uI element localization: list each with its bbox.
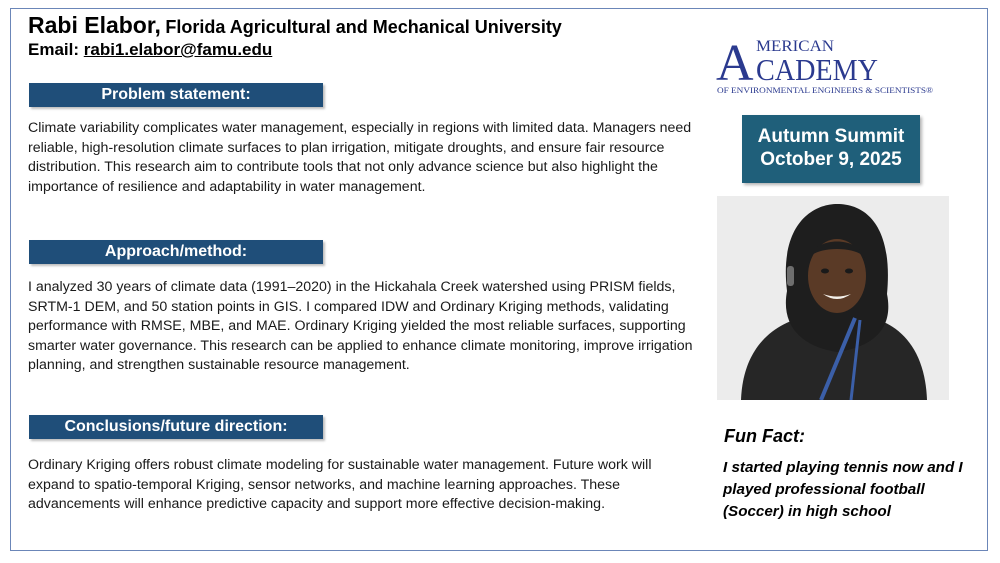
section-body-problem: Climate variability complicates water management, especially in regions with limited data. Managers need reliable, high-resolution climate surfaces to plan irrigation, mitigate droughts, and ensure fair resource distribution. This research aim to contribute tools that not only advance science but also highlight the importance of resilience and adaptability in water management.	[28, 120, 692, 195]
logo-word-american: MERICAN	[756, 38, 835, 55]
fun-fact-title: Fun Fact:	[724, 426, 805, 446]
section-body-conclusions: Ordinary Kriging offers robust climate modeling for sustainable water management. Future work will expand to spatio-temporal Kriging, sensor networks, and machine learning approaches. These advancements will enhance predictive capacity and support more effective decision-making.	[28, 457, 652, 513]
logo-tagline: OF ENVIRONMENTAL ENGINEERS & SCIENTISTS®	[717, 85, 934, 95]
summit-box	[742, 115, 920, 183]
summit-date: October 9, 2025	[760, 149, 902, 170]
presenter-affiliation: Florida Agricultural and Mechanical University	[165, 17, 562, 37]
aaees-logo	[716, 34, 956, 96]
presenter-photo	[717, 196, 949, 400]
fun-fact-text: I started playing tennis now and I played professional football (Soccer) in high school	[723, 459, 963, 520]
email-label: Email:	[28, 40, 84, 59]
email-link[interactable]: rabi1.elabor@famu.edu	[83, 40, 273, 59]
section-heading-approach: Approach/method:	[29, 240, 323, 264]
logo-word-academy: CADEMY	[756, 52, 878, 87]
portrait-illustration	[717, 196, 949, 400]
section-body-approach: I analyzed 30 years of climate data (1991–2020) in the Hickahala Creek watershed using PRISM fields, SRTM-1 DEM, and 50 station points in GIS. I compared IDW and Ordinary Kriging methods, validating performance with RMSE, MBE, and MAE. Ordinary Kriging yielded the most reliable surfaces, supporting smarter water governance. This research can be applied to enhance climate monitoring, improve irrigation planning, and strengthen sustainable resource management.	[28, 279, 693, 374]
section-heading-conclusions: Conclusions/future direction:	[29, 415, 323, 439]
summit-title: Autumn Summit	[757, 126, 905, 147]
section-heading-problem: Problem statement:	[29, 83, 323, 107]
presenter-header	[28, 12, 562, 39]
presenter-name: Rabi Elabor,	[28, 12, 161, 38]
logo-initial: A	[716, 35, 754, 92]
presenter-email-line	[28, 40, 272, 60]
